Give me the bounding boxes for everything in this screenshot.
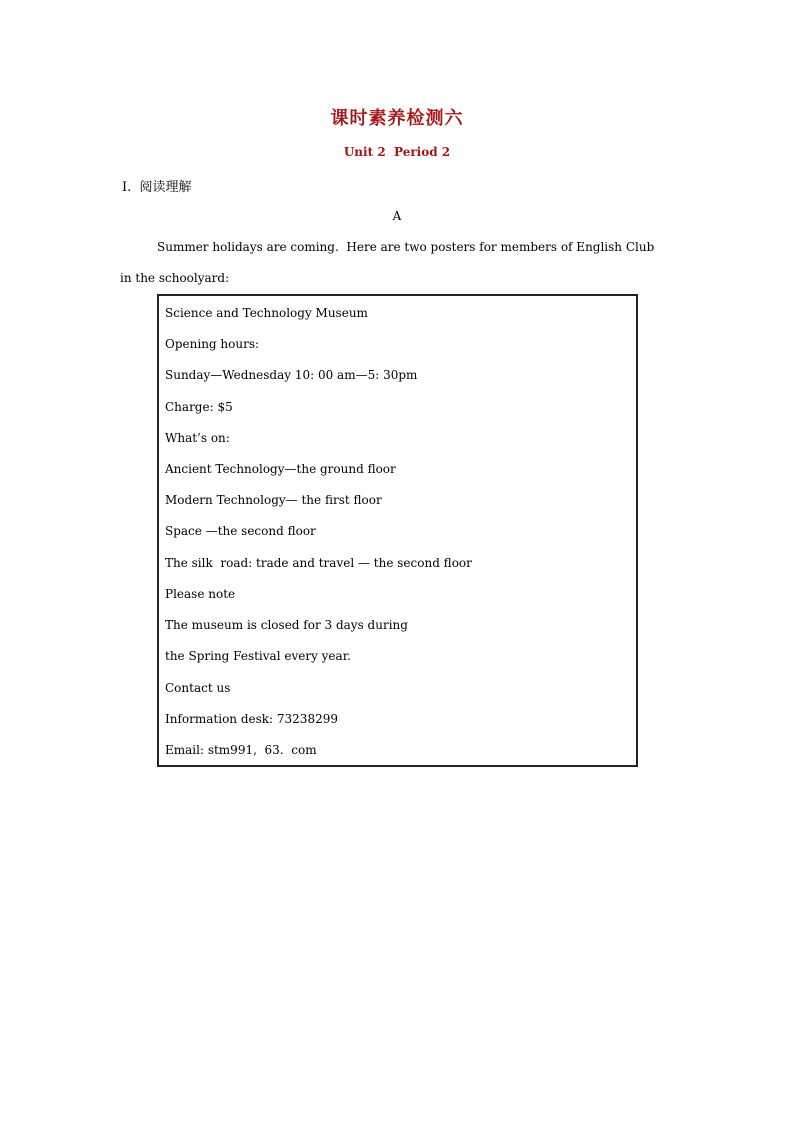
poster-line: Opening hours: xyxy=(165,337,260,351)
passage-intro-line-1: Summer holidays are coming. Here are two posters for members of English Club xyxy=(157,240,655,254)
poster-title: Science and Technology Museum xyxy=(165,306,368,320)
passage-intro-line-2: in the schoolyard: xyxy=(120,271,230,285)
section-heading: Ⅰ. 阅读理解 xyxy=(122,180,192,195)
page-title: 课时素养检测六 xyxy=(330,108,464,129)
poster-line: Contact us xyxy=(165,681,231,695)
poster-line: Space —the second floor xyxy=(165,524,316,538)
poster-line: Charge: $5 xyxy=(165,400,233,414)
page-subtitle: Unit 2 Period 2 xyxy=(343,145,451,159)
poster-line: Ancient Technology—the ground floor xyxy=(165,462,396,476)
poster-line: the Spring Festival every year. xyxy=(165,649,351,663)
poster-line: What’s on: xyxy=(165,431,230,445)
poster-line: Email: stm991, 63. com xyxy=(165,743,317,757)
poster-line: Sunday—Wednesday 10: 00 am—5: 30pm xyxy=(165,368,418,382)
poster-line: Please note xyxy=(165,587,236,601)
poster-line: Modern Technology— the first floor xyxy=(165,493,382,507)
poster-line: The silk road: trade and travel — the second floor xyxy=(165,556,472,570)
passage-letter: A xyxy=(392,209,402,223)
poster-line: The museum is closed for 3 days during xyxy=(165,618,408,632)
poster-box xyxy=(157,294,638,767)
poster-line: Information desk: 73238299 xyxy=(165,712,338,726)
